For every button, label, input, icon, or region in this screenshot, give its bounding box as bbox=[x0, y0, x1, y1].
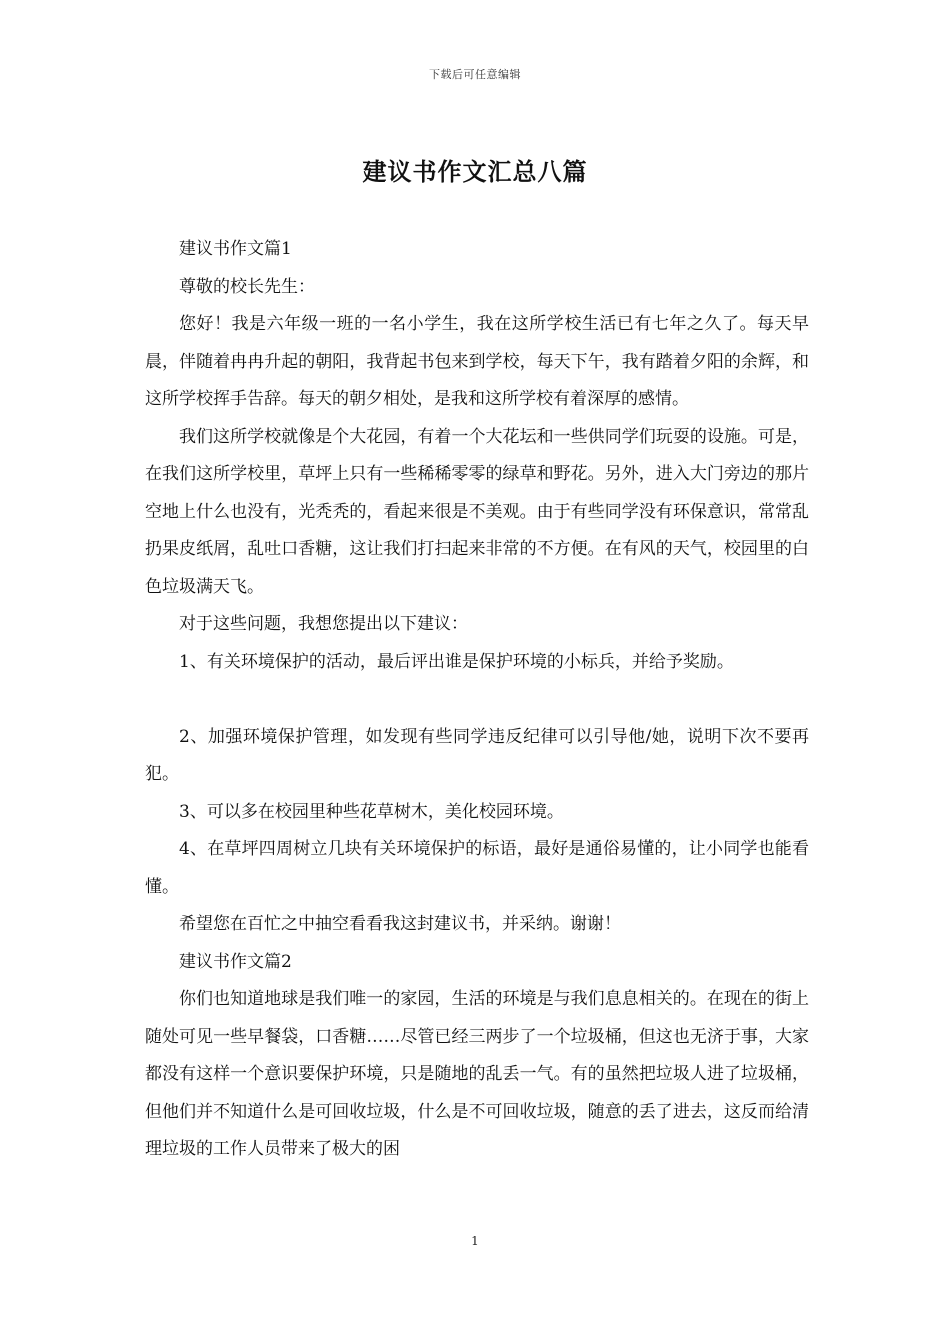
suggestion-item: 4、在草坪四周树立几块有关环境保护的标语，最好是通俗易懂的，让小同学也能看懂。 bbox=[145, 839, 809, 897]
section-heading: 建议书作文篇2 bbox=[179, 951, 292, 972]
document-body bbox=[145, 231, 809, 1169]
body-paragraph: 对于这些问题，我想您提出以下建议： bbox=[179, 614, 468, 634]
document-title: 建议书作文汇总八篇 bbox=[362, 157, 588, 186]
section-heading: 建议书作文篇1 bbox=[179, 239, 292, 259]
page-number: 1 bbox=[471, 1234, 479, 1248]
body-paragraph: 我们这所学校就像是个大花园，有着一个大花坛和一些供同学们玩耍的设施。可是，在我们这所学校里，草坪上只有一些稀稀零零的绿草和野花。另外，进入大门旁边的那片空地上什么也没有，光秃秃的，看起来很是不美观。由于有些同学没有环保意识，常常乱扔果皮纸屑，乱吐口香糖，这让我们打扫起来非常的不方便。在有风的天气，校园里的白色垃圾满天飞。 bbox=[145, 426, 809, 597]
closing-paragraph: 希望您在百忙之中抽空看看我这封建议书，并采纳。谢谢！ bbox=[179, 914, 621, 934]
body-paragraph: 你们也知道地球是我们唯一的家园，生活的环境是与我们息息相关的。在现在的街上随处可见一些早餐袋，口香糖……尽管已经三两步了一个垃圾桶，但这也无济于事，大家都没有这样一个意识要保护环境，只是随地的乱丢一气。有的虽然把垃圾人进了垃圾桶，但他们并不知道什么是可回收垃圾，什么是不可回收垃圾，随意的丢了进去，这反而给清理垃圾的工作人员带来了极大的困 bbox=[145, 989, 809, 1159]
suggestion-item: 3、可以多在校园里种些花草树木，美化校园环境。 bbox=[179, 801, 564, 822]
suggestion-item: 2、加强环境保护管理，如发现有些同学违反纪律可以引导他/她，说明下次不要再犯。 bbox=[145, 726, 809, 784]
suggestion-item: 1、有关环境保护的活动，最后评出谁是保护环境的小标兵，并给予奖励。 bbox=[179, 651, 734, 672]
salutation: 尊敬的校长先生： bbox=[179, 276, 315, 297]
header-note: 下载后可任意编辑 bbox=[429, 68, 521, 81]
body-paragraph: 您好！我是六年级一班的一名小学生，我在这所学校生活已有七年之久了。每天早晨，伴随着冉冉升起的朝阳，我背起书包来到学校，每天下午，我有踏着夕阳的余辉，和这所学校挥手告辞。每天的朝夕相处，是我和这所学校有着深厚的感情。 bbox=[145, 314, 809, 409]
